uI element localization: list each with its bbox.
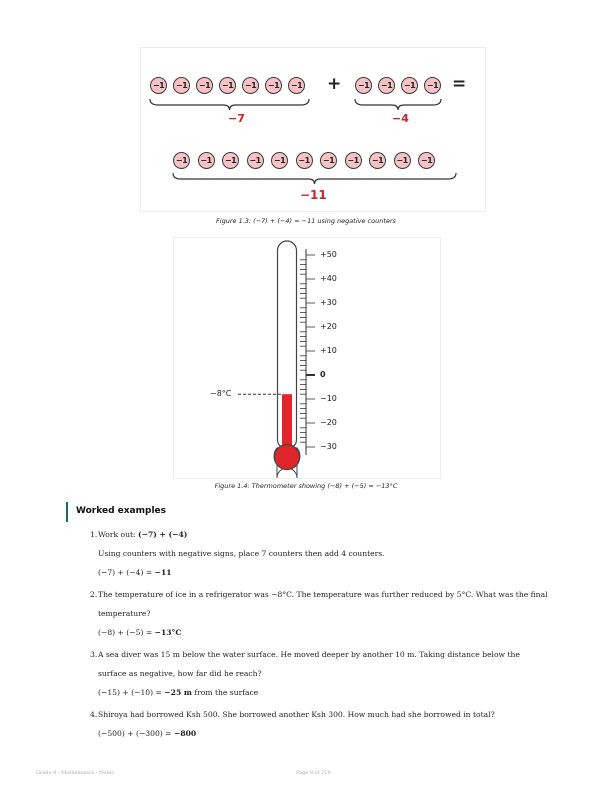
- example-answer: [98, 628, 181, 638]
- footer-left: Grade 9 - Mathematics - Notes: [36, 770, 114, 776]
- negative-counter: −1: [394, 152, 411, 169]
- figure-1-3-caption: Figure 1.3: (−7) + (−4) = −11 using negative counters: [216, 217, 396, 225]
- negative-counter: −1: [288, 77, 305, 94]
- example-answer: [98, 729, 196, 739]
- example-line: Using counters with negative signs, place 7 counters then add 4 counters.: [98, 549, 385, 558]
- negative-counter: −1: [271, 152, 288, 169]
- negative-counter: −1: [173, 152, 190, 169]
- footer-page-number: Page 9 of 219: [296, 770, 331, 776]
- example-number: 3.: [90, 650, 98, 659]
- answer-suffix: from the surface: [191, 688, 259, 697]
- question-text: Shiroya had borrowed Ksh 500. She borrowed another Ksh 300. How much had she borrowed in total?: [98, 710, 495, 719]
- answer-expression: (−500) + (−300) =: [98, 729, 174, 738]
- negative-counter: −1: [198, 152, 215, 169]
- negative-counter: −1: [418, 152, 435, 169]
- plus-sign: +: [327, 74, 342, 94]
- scale-label: +30: [320, 298, 337, 307]
- answer-expression: (−7) + (−4) =: [98, 568, 155, 577]
- scale-label: −30: [320, 442, 337, 451]
- answer-expression: (−8) + (−5) =: [98, 628, 155, 637]
- answer-value: −11: [154, 568, 172, 577]
- equals-sign: =: [452, 74, 467, 94]
- example-question: [98, 650, 520, 660]
- group-b-total: −4: [392, 112, 409, 125]
- negative-counter: −1: [196, 77, 213, 94]
- example-number: 2.: [90, 590, 98, 599]
- scale-label: −10: [320, 394, 337, 403]
- question-expression: (−7) + (−4): [138, 530, 188, 539]
- negative-counter: −1: [265, 77, 282, 94]
- section-accent-bar: [66, 502, 68, 522]
- question-text: A sea diver was 15 m below the water surface. He moved deeper by another 10 m. Taking distance below the: [98, 650, 520, 659]
- example-line: temperature?: [98, 609, 151, 618]
- section-title: Worked examples: [76, 506, 166, 516]
- negative-counter: −1: [320, 152, 337, 169]
- group-a-total: −7: [228, 112, 245, 125]
- negative-counter: −1: [222, 152, 239, 169]
- negative-counter: −1: [378, 77, 395, 94]
- example-question: [98, 590, 548, 600]
- thermometer-bulb: [275, 445, 300, 470]
- negative-counter: −1: [173, 77, 190, 94]
- result-total: −11: [300, 188, 327, 202]
- scale-label: +20: [320, 322, 337, 331]
- scale-label: +40: [320, 274, 337, 283]
- negative-counter: −1: [401, 77, 418, 94]
- reading-label: −8°C: [210, 389, 232, 399]
- negative-counter: −1: [296, 152, 313, 169]
- negative-counter: −1: [247, 152, 264, 169]
- negative-counter: −1: [355, 77, 372, 94]
- scale-ticks: [300, 255, 315, 447]
- answer-value: −25 m: [164, 688, 192, 697]
- example-question: [98, 710, 495, 720]
- scale-label: +10: [320, 346, 337, 355]
- scale-label: −20: [320, 418, 337, 427]
- negative-counter: −1: [219, 77, 236, 94]
- example-number: 4.: [90, 710, 98, 719]
- question-text: The temperature of ice in a refrigerator was −8°C. The temperature was further reduced by 5°C. What was the final: [98, 590, 548, 599]
- figure-1-4-caption: Figure 1.4: Thermometer showing (−8) + (−5) = −13°C: [214, 482, 398, 490]
- scale-label: 0: [320, 370, 326, 379]
- question-text: Work out:: [98, 530, 138, 539]
- negative-counter: −1: [242, 77, 259, 94]
- example-number: 1.: [90, 530, 98, 539]
- negative-counter: −1: [345, 152, 362, 169]
- scale-label: +50: [320, 250, 337, 259]
- example-line: surface as negative, how far did he reach?: [98, 669, 262, 678]
- answer-value: −800: [173, 729, 197, 738]
- negative-counter: −1: [424, 77, 441, 94]
- example-question: [98, 530, 187, 540]
- negative-counter: −1: [369, 152, 386, 169]
- answer-value: −13°C: [154, 628, 182, 637]
- example-answer: [98, 568, 172, 578]
- example-answer: [98, 688, 258, 698]
- negative-counter: −1: [150, 77, 167, 94]
- answer-expression: (−15) + (−10) =: [98, 688, 165, 697]
